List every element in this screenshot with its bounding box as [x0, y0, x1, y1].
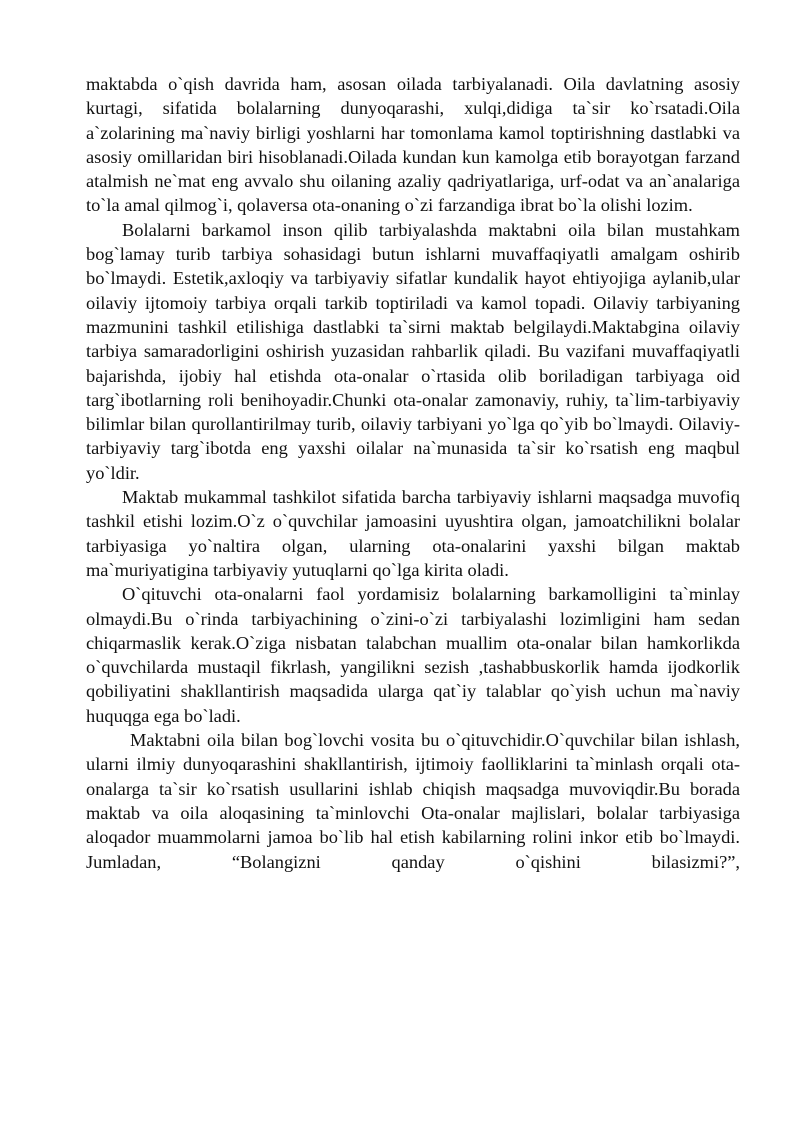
- paragraph-5: Maktabni oila bilan bog`lovchi vosita bu o`qituvchidir.O`quvchilar bilan ishlash, ularni ilmiy dunyoqarashini shakllantirish, ijtimoiy faolliklarini ta`minlash orqali ota-onalarga ta`sir ko`rsatish usullarini ishlab chiqish maqsadga muvoviqdir.Bu borada maktab va oila aloqasining ta`minlovchi Ota-onalar majlislari, bolalar tarbiyasiga aloqador muammolarni jamoa bo`lib hal etish kabilarning rolini inkor etib bo`lmaydi. Jumladan, “Bolangizni qanday o`qishini bilasizmi?”,: [86, 730, 740, 872]
- document-page: [86, 72, 740, 874]
- paragraph-1: maktabda o`qish davrida ham, asosan oilada tarbiyalanadi. Oila davlatning asosiy kurtagi, sifatida bolalarning dunyoqarashi, xulqi,didiga ta`sir ko`rsatadi.Oila a`zolarining ma`naviy birligi yoshlarni har tomonlama kamol toptirishning dastlabki va asosiy omillaridan biri hisoblanadi.Oilada kundan kun kamolga etib borayotgan farzand atalmish ne`mat eng avvalo shu oilaning azaliy qadriyatlariga, urf-odat va an`analariga to`la amal qilmog`i, qolaversa ota-onaning o`zi farzandiga ibrat bo`la olishi lozim.: [86, 74, 740, 216]
- paragraph-3: Maktab mukammal tashkilot sifatida barcha tarbiyaviy ishlarni maqsadga muvofiq tashkil etishi lozim.O`z o`quvchilar jamoasini uyushtira olgan, jamoatchilikni bolalar tarbiyasiga yo`naltira olgan, ularning ota-onalarini yaxshi bilgan maktab ma`muriyatigina tarbiyaviy yutuqlarni qo`lga kirita oladi.: [86, 487, 740, 580]
- paragraph-2: Bolalarni barkamol inson qilib tarbiyalashda maktabni oila bilan mustahkam bog`lamay turib tarbiya sohasidagi butun ishlarni muvaffaqiyatli amalgam oshirib bo`lmaydi. Estetik,axloqiy va tarbiyaviy sifatlar kundalik hayot ehtiyojiga aylanib,ular oilaviy ijtomoiy tarbiya orqali tarkib toptiriladi va kamol topadi. Oilaviy tarbiyaning mazmunini tashkil etilishiga dastlabki ta`sirni maktab belgilaydi.Maktabgina oilaviy tarbiya samaradorligini oshirish yuzasidan rahbarlik qiladi. Bu vazifani muvaffaqiyatli bajarishda, ijobiy hal etishda ota-onalar o`rtasida olib boriladigan tarbiyaga oid targ`ibotlarning roli benihoyadir.Chunki ota-onalar zamonaviy, ruhiy, ta`lim-tarbiyaviy bilimlar bilan qurollantirilmay turib, oilaviy tarbiyani yo`lga qo`yib bo`lmaydi. Oilaviy-tarbiyaviy targ`ibotda eng yaxshi oilalar na`munasida ta`sir ko`rsatish eng maqbul yo`ldir.: [86, 219, 740, 483]
- paragraph-4: O`qituvchi ota-onalarni faol yordamisiz bolalarning barkamolligini ta`minlay olmaydi.Bu o`rinda tarbiyachining o`zini-o`zi tarbiyalashi lozimligini ham sedan chiqarmaslik kerak.O`ziga nisbatan talabchan muallim ota-onalar bilan hamkorlikda o`quvchilarda mustaqil fikrlash, yangilikni sezish ,tashabbuskorlik hamda ijodkorlik qobiliyatini shakllantirish maqsadida ularga qat`iy talablar qo`yish uchun ma`naviy huquqga ega bo`ladi.: [86, 584, 740, 726]
